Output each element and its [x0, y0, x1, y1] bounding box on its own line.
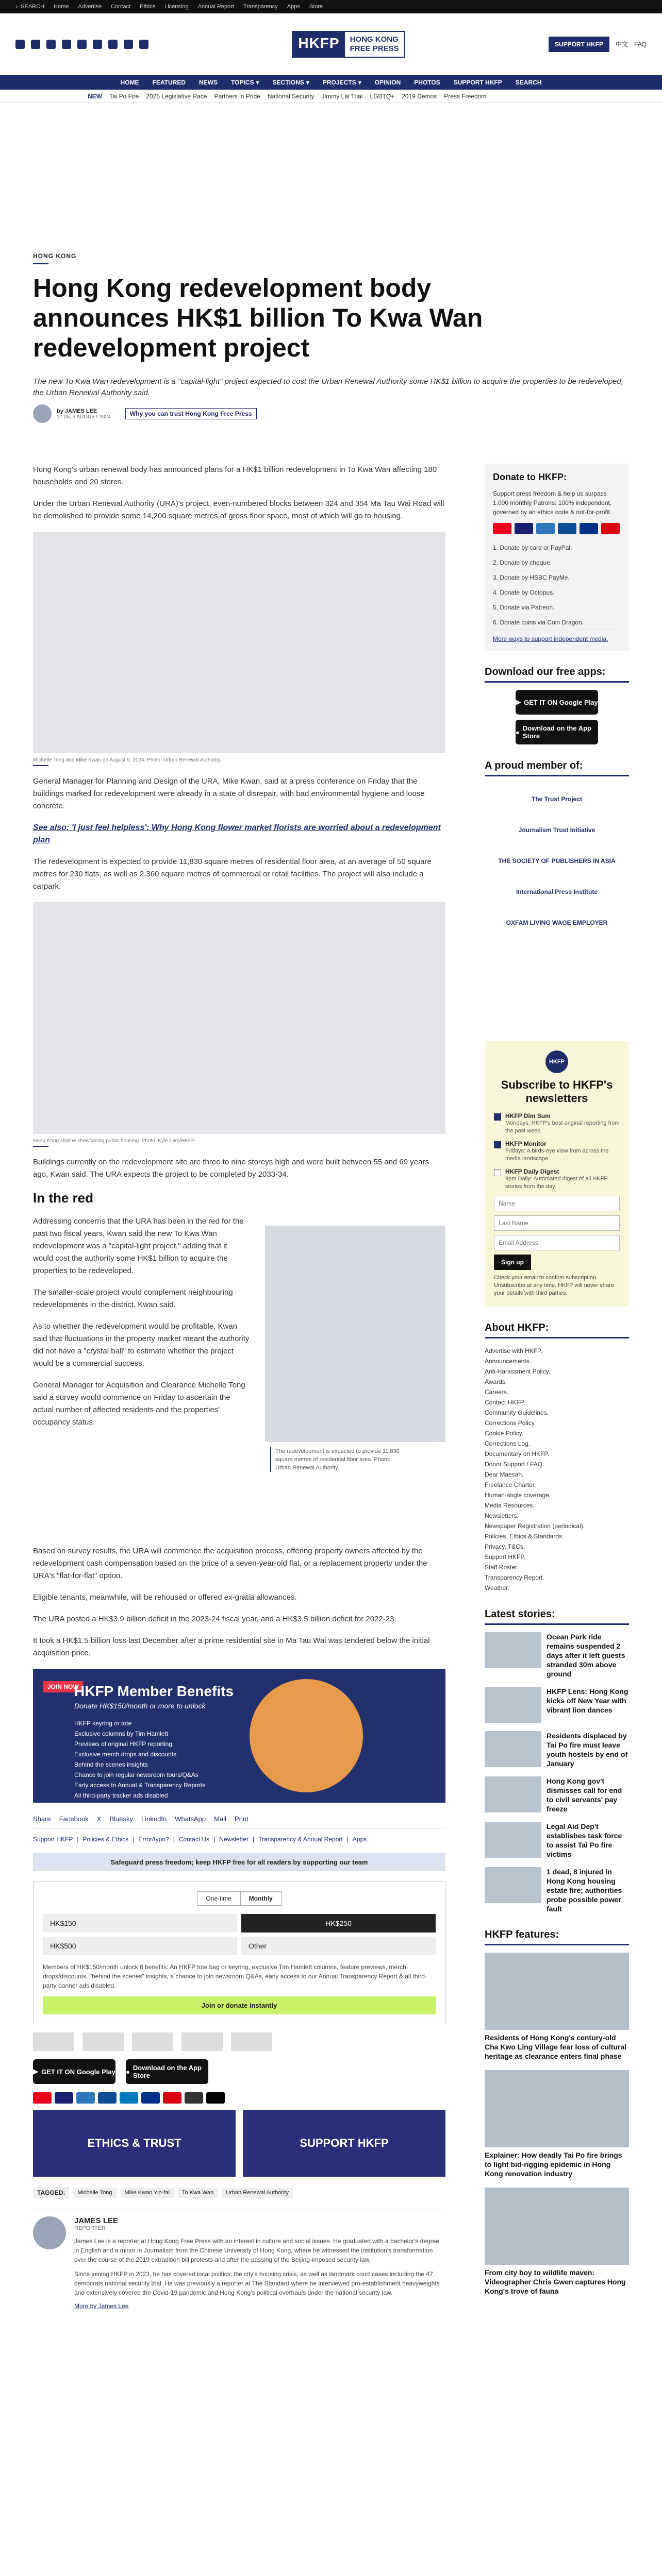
top-utility-bar: [0, 0, 662, 13]
tag[interactable]: To Kwa Wan: [178, 2188, 218, 2198]
share-label: Share: [33, 1815, 51, 1823]
donate-strip[interactable]: Safeguard press freedom; keep HKFP free for all readers by supporting our team: [33, 1853, 445, 1871]
feature-image[interactable]: [485, 1953, 629, 2030]
frequency-toggle: [43, 1891, 436, 1906]
newsletter-title: Subscribe to HKFP's newsletters: [501, 1078, 613, 1105]
feature-title[interactable]: Residents of Hong Kong's century-old Cha Kwo Ling Village fear loss of cultural heritage as clearance enters final phase: [485, 2033, 627, 2060]
about-link[interactable]: Corrections Policy.: [485, 1419, 536, 1427]
member-logo[interactable]: OXFAM LIVING WAGE EMPLOYER: [506, 919, 608, 926]
newsletter-option[interactable]: HKFP Daily Digest 9pm Daily: Automated digest of all HKFP stories from the day.: [494, 1168, 620, 1191]
last-name-input[interactable]: [494, 1215, 620, 1231]
caption-rule: [33, 1146, 48, 1147]
x-icon[interactable]: [31, 40, 40, 49]
about-section: [485, 1322, 629, 1593]
donate-text: Support press freedom & help us surpass 1,000 monthly Patrons: 100% independent, governed by an ethics code & not-for-profit.: [493, 490, 612, 516]
trending-item[interactable]: Tai Po Fire: [109, 92, 139, 100]
article-standfirst: The new To Kwa Wan redevelopment is a "capital-light" project expected to cost the Urban Renewal Authority some HK$1 billion to acquire the properties to be redeveloped, the Urban Renewal Authority said.: [33, 377, 623, 397]
youtube-icon[interactable]: [93, 40, 102, 49]
play-icon: ▶: [33, 2067, 39, 2075]
section-heading: In the red: [33, 1190, 94, 1206]
caption-rule: [33, 765, 48, 766]
checkbox-checked[interactable]: [494, 1113, 501, 1121]
story-thumb[interactable]: [485, 1687, 541, 1723]
about-link[interactable]: Donor Support / FAQ.: [485, 1461, 544, 1468]
paypal-icon: [580, 523, 598, 534]
ipi-logo[interactable]: [181, 2032, 223, 2051]
footer-link[interactable]: Contact Us: [178, 1836, 210, 1843]
story-item[interactable]: [485, 1776, 629, 1814]
apple-pay-icon: [206, 2092, 225, 2104]
site-header: [0, 13, 662, 75]
donate-method[interactable]: 2. Donate by cheque.: [493, 555, 621, 570]
about-title: About HKFP:: [485, 1322, 629, 1338]
footer-link[interactable]: Newsletter: [219, 1836, 249, 1843]
about-link[interactable]: Documentary on HKFP.: [485, 1450, 550, 1458]
about-link[interactable]: Awards.: [485, 1378, 507, 1385]
see-also-link[interactable]: See also: 'I just feel helpless': Why Hong Kong flower market florists are worried about a redevelopment plan: [33, 823, 441, 844]
byline: [33, 404, 257, 423]
story-item[interactable]: [485, 1822, 629, 1859]
payme-icon: [163, 2092, 181, 2104]
newsletter-note: Check your email to confirm subscription. Unsubscribe at any time. HKFP will never share your details with third parties.: [494, 1275, 614, 1296]
feature-image[interactable]: [485, 2070, 629, 2147]
donate-method[interactable]: 1. Donate by card or PayPal.: [493, 540, 621, 555]
promo-tiles: [33, 2110, 445, 2177]
footer-link[interactable]: Apps: [352, 1836, 367, 1843]
story-title[interactable]: 1 dead, 8 injured in Hong Kong housing estate fire; authorities probe possible power fault: [547, 1868, 622, 1913]
nav-topics[interactable]: TOPICS ▾: [231, 79, 259, 86]
donate-method[interactable]: 6. Donate coins via Coin Dragon.: [493, 615, 621, 630]
kicker-rule: [33, 263, 48, 264]
faq-link[interactable]: FAQ: [634, 40, 647, 48]
donate-methods: [493, 540, 621, 630]
jcb-icon: [98, 2092, 117, 2104]
feature-image[interactable]: [485, 2188, 629, 2265]
story-item[interactable]: [485, 1867, 629, 1913]
top-link-advertise[interactable]: Advertise: [78, 4, 102, 10]
signup-button[interactable]: Sign up: [494, 1255, 531, 1270]
about-link[interactable]: Contact HKFP.: [485, 1399, 525, 1406]
paragraph: It took a HK$1.5 billion loss last December after a prime residential site in Ma Tau Wai was tendered below the initial acquisition price.: [33, 1636, 430, 1657]
benefits-list: [74, 1718, 205, 1801]
paragraph: Under the Urban Renewal Authority (URA)'s project, even-numbered blocks between 324 and 354 Ma Tau Wai Road will be demolished to provide some 14,200 square metres of gross floor space, most of which will go to housing.: [33, 499, 444, 520]
article-kicker[interactable]: HONG KONG: [33, 252, 77, 260]
about-link[interactable]: Corrections Log.: [485, 1440, 531, 1447]
trending-item[interactable]: 2019 Demos: [402, 92, 437, 100]
donate-payment-icons: [493, 523, 621, 534]
search-link[interactable]: ⌕ SEARCH: [15, 3, 45, 10]
author-photo[interactable]: [33, 2216, 66, 2249]
story-title[interactable]: Residents displaced by Tai Po fire must leave youth hostels by end of January: [547, 1732, 628, 1768]
top-link-home[interactable]: Home: [54, 4, 69, 10]
top-link-contact[interactable]: Contact: [111, 4, 131, 10]
paragraph: Buildings currently on the redevelopment site are three to nine storeys high and were built between 55 and 69 years ago, Kwan said. The URA expects the project to be completed by 2033-34.: [33, 1158, 429, 1179]
promo-ethics[interactable]: ETHICS & TRUST: [33, 2110, 236, 2177]
benefit-item: Previews of original HKFP reporting: [74, 1740, 172, 1748]
feature-title[interactable]: From city boy to wildlife maven: Videographer Chris Gwen captures Hong Kong's trove of fauna: [485, 2268, 626, 2295]
app-store-button[interactable]: ● Download on the App Store: [126, 2059, 208, 2084]
amex-icon: [536, 523, 555, 534]
about-link[interactable]: Advertise with HKFP.: [485, 1347, 542, 1354]
newsletter-box: [485, 1041, 629, 1307]
banner-title: HKFP Member Benefits: [74, 1683, 234, 1699]
nav-opinion[interactable]: OPINION: [374, 79, 401, 86]
social-icons: [15, 40, 148, 49]
article-photo: [33, 902, 445, 1134]
member-logo[interactable]: The Trust Project: [531, 795, 583, 803]
apps-title: Download our free apps:: [485, 666, 629, 683]
about-link[interactable]: Weather.: [485, 1584, 509, 1591]
newsletter-option[interactable]: HKFP Dim Sum Mondays: HKFP's best original reporting from the past week.: [494, 1112, 620, 1135]
widget-text: Members of HK$150/month unlock 8 benefits: An HKFP tote bag or keyring, exclusive Tim Hamlett columns, feature previews, merch drops/discounts, "behind the scenes" insights, a chance to join newsroom Q&As, early access to our Annual Transparency Report & all third-party banner ads disabled.: [43, 1963, 427, 1989]
main-nav: [0, 75, 662, 90]
share-facebook[interactable]: Facebook: [59, 1815, 89, 1823]
nav-search[interactable]: SEARCH: [515, 79, 542, 86]
header-actions: [549, 37, 647, 52]
more-by-author-link[interactable]: More by James Lee: [74, 2302, 129, 2310]
amount-option[interactable]: HK$150: [43, 1914, 237, 1933]
member-logo[interactable]: Journalism Trust Initiative: [518, 826, 595, 834]
tag[interactable]: Michelle Tong: [73, 2188, 116, 2198]
story-thumb[interactable]: [485, 1632, 541, 1668]
join-donate-button[interactable]: Join or donate instantly: [43, 1996, 436, 2014]
app-store-button[interactable]: ● Download on the App Store: [516, 720, 598, 744]
member-logo[interactable]: International Press Institute: [516, 888, 598, 895]
author-avatar[interactable]: [33, 404, 52, 423]
tags-row: [33, 2187, 445, 2198]
nav-projects[interactable]: PROJECTS ▾: [322, 79, 361, 86]
amount-grid: [43, 1914, 436, 1955]
benefit-item: Exclusive merch drops and discounts: [74, 1751, 177, 1758]
photo-caption: Hong Kong skyline showcasing public housing. Photo: Kyle Lam/HKFP.: [33, 1138, 195, 1144]
latest-section: [485, 1608, 629, 1913]
apps-section: [485, 666, 629, 744]
members-section: [485, 760, 629, 938]
paragraph: The smaller-scale project would complement neighbouring redevelopments in the district, Kwan said.: [33, 1288, 233, 1309]
trending-item[interactable]: National Security: [267, 92, 315, 100]
trending-item[interactable]: Jimmy Lai Trial: [321, 92, 363, 100]
paragraph: Addressing concerns that the URA has been in the red for the past two fiscal years, Kwan said the new To Kwa Wan redevelopment was a "capital-light project," adding that it would cost the authority some HK$1 billion to acquire the properties to be redeveloped.: [33, 1217, 244, 1275]
article-footer-links: Support HKFP | Policies & Ethics | Error/typo? | Contact Us | Newsletter | Transparency & Annual Report | Apps: [33, 1836, 367, 1843]
instagram-icon[interactable]: [46, 40, 56, 49]
chevron-down-icon: ▾: [256, 79, 259, 86]
app-buttons-row: [33, 2059, 445, 2084]
trending-item[interactable]: Partners in Pride: [214, 92, 260, 100]
freq-one-time[interactable]: One-time: [197, 1891, 240, 1906]
story-thumb[interactable]: [485, 1731, 541, 1767]
donate-title: Donate to HKFP:: [493, 472, 567, 482]
payme-icon: [601, 523, 620, 534]
about-link[interactable]: Human-angle coverage.: [485, 1492, 551, 1499]
join-now-badge[interactable]: JOIN NOW: [43, 1681, 83, 1692]
story-item[interactable]: [485, 1632, 629, 1679]
logo-main: HKFP: [293, 32, 344, 57]
trust-project-logo[interactable]: [33, 2032, 74, 2051]
google-play-button[interactable]: ▶ GET IT ON Google Play: [33, 2059, 115, 2084]
sidebar: [485, 464, 629, 2305]
trending-item[interactable]: LGBTQ+: [370, 92, 395, 100]
nav-support[interactable]: SUPPORT HKFP: [453, 79, 502, 86]
author-bio: James Lee is a reporter at Hong Kong Free Press with an interest in culture and social issues. He graduated with a bachelor's degree in English and a minor in Journalism from the Chinese University of Hong Kong, where he witnessed the institution's transformation over the course of the 2019 extradition bill protests and after the passing of the Beijing-imposed security law.: [74, 2238, 440, 2263]
about-link[interactable]: Newspaper Registration (periodical).: [485, 1522, 585, 1530]
mascot-illustration: [250, 1679, 363, 1792]
about-link[interactable]: Transparency Report.: [485, 1574, 544, 1581]
sopa-logo[interactable]: [132, 2032, 173, 2051]
google-pay-icon: [185, 2092, 203, 2104]
story-title[interactable]: Legal Aid Dep't establishes task force to assist Tai Po fire victims: [547, 1822, 622, 1858]
top-link-transparency[interactable]: Transparency: [243, 4, 278, 10]
footer-link[interactable]: Support HKFP: [33, 1836, 73, 1843]
author-bio: Since joining HKFP in 2023, he has covered local politics, the city's housing crisis, as well as landmark court cases including the 47 democrats national security trial. He was previously a reporter at The Standard where he interviewed pro-establishment heavyweights and extensively covered the Covid-19 pandemic and Hong Kong's political overhauls under the national security law.: [74, 2270, 440, 2296]
language-link[interactable]: 中文: [615, 41, 628, 48]
nav-photos[interactable]: PHOTOS: [414, 79, 440, 86]
play-icon: ▶: [516, 698, 521, 706]
logo-sub: HONG KONG FREE PRESS: [350, 35, 399, 53]
oxfam-logo[interactable]: [231, 2032, 272, 2051]
article-photo: [33, 532, 445, 753]
feature-item[interactable]: [485, 2188, 629, 2296]
benefit-item: Chance to join regular newsroom tours/Q&As: [74, 1771, 198, 1778]
about-link[interactable]: Careers.: [485, 1388, 509, 1396]
top-link-apps[interactable]: Apps: [287, 4, 300, 10]
promo-support[interactable]: SUPPORT HKFP: [243, 2110, 445, 2177]
amount-option[interactable]: HK$500: [43, 1937, 237, 1955]
banner-subtitle: Donate HK$150/month or more to unlock: [74, 1702, 206, 1710]
member-benefits-banner[interactable]: [33, 1669, 445, 1803]
photo-caption: Michelle Tong and Mike Kwan on August 9, 2024. Photo: Urban Renewal Authority.: [33, 757, 222, 763]
about-link[interactable]: Staff Roster.: [485, 1564, 519, 1571]
trending-item[interactable]: 2025 Legislative Race: [146, 92, 207, 100]
apple-icon: ●: [126, 2067, 130, 2076]
benefit-item: Behind the scenes insights: [74, 1761, 148, 1768]
feature-item[interactable]: [485, 2070, 629, 2178]
text-with-figure: [33, 1215, 445, 1545]
footer-link[interactable]: Transparency & Annual Report: [258, 1836, 343, 1843]
paragraph: As to whether the redevelopment would be profitable, Kwan said that fluctuations in the property market meant the authority did not have a "crystal ball" to estimate whether the project would be a commercial success.: [33, 1322, 250, 1368]
share-x[interactable]: X: [96, 1815, 102, 1823]
site-logo[interactable]: [292, 31, 405, 58]
paragraph: General Manager for Acquisition and Clearance Michelle Tong said a survey would commence on Friday to ascertain the actual number of affected residents and the properties' occupancy status.: [33, 1381, 245, 1427]
jcb-icon: [558, 523, 576, 534]
trending-item[interactable]: Press Freedom: [444, 92, 487, 100]
search-icon: ⌕: [15, 3, 19, 10]
latest-title: Latest stories:: [485, 1608, 629, 1625]
donate-widget: [33, 1882, 445, 2024]
threads-icon[interactable]: [62, 40, 71, 49]
about-link[interactable]: Cookie Policy.: [485, 1430, 524, 1437]
tag[interactable]: Urban Renewal Authority: [222, 2188, 293, 2198]
donate-box: [485, 464, 629, 651]
amount-option-selected[interactable]: HK$250: [241, 1914, 436, 1933]
publish-date: 17:05, 9 AUGUST 2024: [57, 414, 111, 420]
amex-icon: [76, 2092, 95, 2104]
top-link-store[interactable]: Store: [309, 4, 323, 10]
freq-monthly[interactable]: Monthly: [240, 1891, 282, 1906]
story-title[interactable]: HKFP Lens: Hong Kong kicks off New Year with vibrant lion dances: [547, 1687, 628, 1714]
jti-logo[interactable]: [82, 2032, 124, 2051]
benefit-item: HKFP keyring or tote: [74, 1720, 132, 1727]
top-link-annual-report[interactable]: Annual Report: [197, 4, 234, 10]
story-thumb[interactable]: [485, 1776, 541, 1812]
donate-method[interactable]: 5. Donate via Patreon.: [493, 600, 621, 615]
chevron-down-icon: ▾: [306, 79, 309, 86]
about-link[interactable]: Community Guidelines.: [485, 1409, 549, 1416]
figure-caption: The redevelopment is expected to provide 11,830 square metres of residential floor area. Photo: Urban Renewal Authority.: [270, 1447, 404, 1472]
paypal-icon: [141, 2092, 160, 2104]
donate-method[interactable]: 4. Donate by Octopus.: [493, 585, 621, 600]
about-link[interactable]: Media Resources.: [485, 1502, 535, 1509]
share-bluesky[interactable]: Bluesky: [109, 1815, 133, 1823]
story-thumb[interactable]: [485, 1822, 541, 1858]
support-button[interactable]: SUPPORT HKFP: [549, 37, 609, 52]
features-title: HKFP features:: [485, 1929, 629, 1945]
share-whatsapp[interactable]: WhatsApp: [175, 1815, 206, 1823]
nav-featured[interactable]: FEATURED: [152, 79, 186, 86]
rss-icon[interactable]: [139, 40, 148, 49]
benefit-item: Exclusive columns by Tim Hamlett: [74, 1730, 169, 1737]
trust-logos: [33, 2032, 445, 2051]
mastercard-icon: [33, 2092, 52, 2104]
tags-label: TAGGED:: [33, 2187, 69, 2198]
top-link-ethics[interactable]: Ethics: [140, 4, 156, 10]
story-title[interactable]: Ocean Park ride remains suspended 2 days after it left guests stranded 30m above ground: [547, 1633, 625, 1678]
amount-option[interactable]: Other: [241, 1937, 436, 1955]
trending-bar: [0, 90, 662, 103]
member-logo[interactable]: THE SOCIETY OF PUBLISHERS IN ASIA: [498, 857, 616, 865]
linkedin-icon[interactable]: [108, 40, 118, 49]
benefit-item: All third-party tracker ads disabled: [74, 1792, 168, 1799]
members-title: A proud member of:: [485, 760, 629, 776]
author-name[interactable]: by JAMES LEE: [57, 408, 97, 414]
nav-home[interactable]: HOME: [120, 79, 139, 86]
article-title: Hong Kong redevelopment body announces HK$1 billion To Kwa Wan redevelopment project: [33, 274, 483, 362]
facebook-icon[interactable]: [15, 40, 25, 49]
story-item[interactable]: [485, 1731, 629, 1768]
author-role: REPORTER: [74, 2225, 106, 2231]
paragraph: The URA posted a HK$3.9 billion deficit in the 2023-24 fiscal year, and a HK$3.5 billion deficit for 2022-23.: [33, 1615, 396, 1623]
about-link[interactable]: Freelance Charter.: [485, 1481, 536, 1488]
share-mail[interactable]: Mail: [214, 1815, 226, 1823]
newsletter-option[interactable]: HKFP Monitor Fridays: A birds-eye view from across the media landscape.: [494, 1140, 620, 1163]
checkbox-checked[interactable]: [494, 1141, 501, 1148]
diners-icon: [120, 2092, 138, 2104]
google-play-button[interactable]: ▶ GET IT ON Google Play: [516, 690, 598, 715]
paragraph: Based on survey results, the URA will commence the acquisition process, offering property owners affected by the redevelopment cash compensation based on the price of a seven-year-old flat, or a replacement property under the URA's "flat-for-flat" option.: [33, 1547, 427, 1580]
story-item[interactable]: [485, 1687, 629, 1723]
more-ways-link[interactable]: More ways to support independent media.: [493, 635, 608, 642]
top-link-licensing[interactable]: Licensing: [164, 4, 189, 10]
about-list: [485, 1346, 629, 1593]
apple-icon: ●: [516, 728, 520, 736]
payment-icons: [33, 2092, 445, 2104]
footer-link[interactable]: Policies & Ethics: [82, 1836, 129, 1843]
nav-news[interactable]: NEWS: [199, 79, 218, 86]
visa-icon: [515, 523, 533, 534]
email-input[interactable]: [494, 1235, 620, 1250]
about-link[interactable]: Privacy, T&Cs.: [485, 1543, 525, 1550]
footer-link[interactable]: Error/typo?: [138, 1836, 169, 1843]
visa-icon: [55, 2092, 73, 2104]
trust-link[interactable]: Why you can trust Hong Kong Free Press: [125, 408, 257, 419]
bluesky-icon[interactable]: [77, 40, 87, 49]
paragraph: The redevelopment is expected to provide 11,830 square metres of residential floor area, at an average of 50 square metres for 230 flats, as well as 2,360 square metres of commercial or retail facilities. The project will also include a carpark.: [33, 857, 432, 891]
about-link[interactable]: Support HKFP.: [485, 1553, 526, 1561]
share-row: [33, 1815, 445, 1828]
about-link[interactable]: Anti-Harassment Policy.: [485, 1368, 551, 1375]
mastercard-icon: [493, 523, 511, 534]
first-name-input[interactable]: [494, 1196, 620, 1211]
feature-item[interactable]: [485, 1953, 629, 2061]
checkbox[interactable]: [494, 1169, 501, 1176]
story-thumb[interactable]: [485, 1867, 541, 1903]
about-link[interactable]: Newsletters.: [485, 1512, 519, 1519]
about-link[interactable]: Policies, Ethics & Standards.: [485, 1533, 564, 1540]
author-box-name[interactable]: JAMES LEE: [74, 2216, 119, 2225]
about-link[interactable]: Announcements.: [485, 1358, 532, 1365]
donate-method[interactable]: 3. Donate by HSBC PayMe.: [493, 570, 621, 585]
story-title[interactable]: Hong Kong gov't dismisses call for end to civil servants' pay freeze: [547, 1777, 622, 1813]
paragraph: Eligible tenants, meanwhile, will be rehoused or offered ex-gratia allowances.: [33, 1593, 297, 1602]
article-body: [33, 464, 445, 2310]
author-box: [33, 2209, 445, 2310]
newsletter-badge: HKFP: [545, 1050, 568, 1073]
paragraph: General Manager for Planning and Design of the URA, Mike Kwan, said at a press conference on Friday that the buildings marked for redevelopment were already in a state of disrepair, with bad environmental hygiene and loose concrete.: [33, 777, 425, 810]
nav-sections[interactable]: SECTIONS ▾: [272, 79, 309, 86]
share-print[interactable]: Print: [234, 1815, 249, 1823]
paragraph: Hong Kong's urban renewal body has announced plans for a HK$1 billion redevelopment in To Kwa Wan affecting 180 households and 20 stores.: [33, 465, 437, 486]
share-linkedin[interactable]: LinkedIn: [141, 1815, 167, 1823]
chevron-down-icon: ▾: [358, 79, 361, 86]
feature-title[interactable]: Explainer: How deadly Tai Po fire brings to light bid-rigging epidemic in Hong Kong renovation industry: [485, 2151, 622, 2178]
benefit-item: Early access to Annual & Transparency Reports: [74, 1782, 206, 1789]
features-section: [485, 1929, 629, 2296]
mail-icon[interactable]: [124, 40, 133, 49]
about-link[interactable]: Dear Maesah.: [485, 1471, 524, 1478]
figure-photo: [265, 1226, 445, 1442]
tag[interactable]: Mike Kwan Yin-fai: [121, 2188, 174, 2198]
new-badge: NEW: [88, 92, 102, 100]
